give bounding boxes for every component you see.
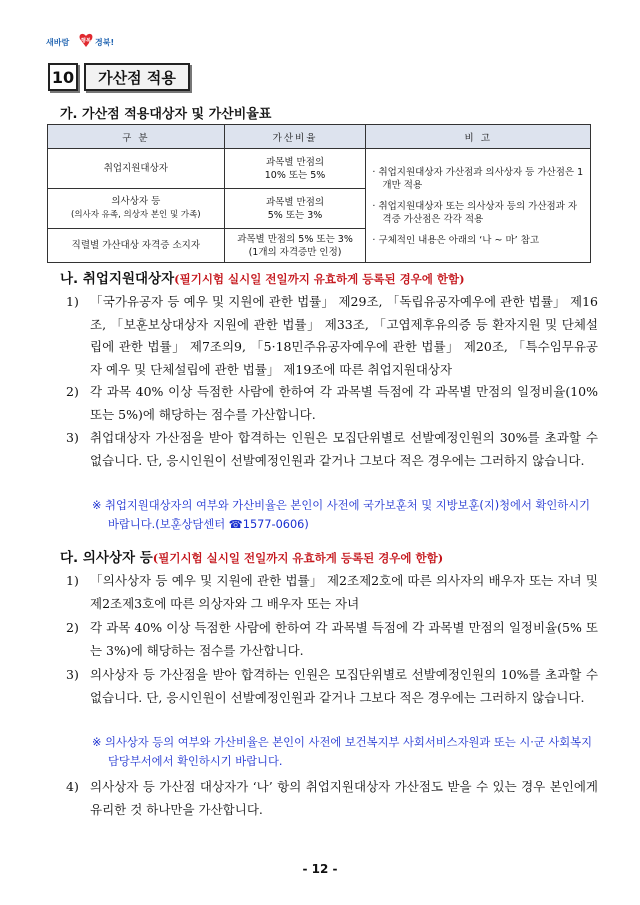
category-line: 의사상자 등	[111, 196, 161, 207]
table-header: 구 분	[48, 125, 225, 149]
note-line: · 취업지원대상자 또는 의사상자 등의 가산점과 자격증 가산점은 각각 적용	[372, 201, 578, 225]
section-header	[48, 63, 190, 91]
remark-note: ※ 의사상자 등의 여부와 가산비율은 본인이 사전에 보건복지부 사회서비스자원과 또는 시·군 사회복지담당부서에서 확인하시기 바랍니다.	[92, 736, 592, 768]
table-cell-notes	[366, 149, 591, 263]
list-item	[66, 427, 598, 472]
item-number: 1)	[66, 294, 79, 309]
section-number: 10	[48, 63, 78, 91]
rate-line: 과목별 만점의 5% 또는 3%	[237, 233, 353, 245]
item-number: 3)	[66, 667, 79, 682]
bonus-rate-table	[47, 124, 591, 263]
logo-icon	[46, 30, 136, 52]
item-text: 의사상자 등 가산점을 받아 합격하는 인원은 모집단위별로 선발예정인원의 10%를 초과할 수 없습니다. 단, 응시인원이 선발예정인원과 같거나 그보다 적은 경우에는 그러하지 않습니다.	[90, 667, 598, 705]
table-header-row	[48, 125, 591, 149]
svg-text:행복: 행복	[81, 38, 91, 44]
subsection-a-title: 가. 가산점 적용대상자 및 가산비율표	[60, 107, 272, 122]
item-text: 취업대상자 가산점을 받아 합격하는 인원은 모집단위별로 선발예정인원의 30%를 초과할 수 없습니다. 단, 응시인원이 선발예정인원과 같거나 그보다 적은 경우에는 그러하지 않습니다.	[90, 430, 598, 468]
table-header: 가산비율	[224, 125, 366, 149]
page-number: - 12 -	[302, 862, 338, 876]
table-cell-category: 직렬별 가산대상 자격증 소지자	[48, 229, 225, 263]
item-number: 3)	[66, 430, 79, 445]
section-title: 가산점 적용	[84, 63, 190, 91]
table-cell-category	[48, 189, 225, 229]
subsection-b-heading	[60, 267, 465, 287]
list-item	[66, 617, 598, 662]
item-text: 각 과목 40% 이상 득점한 사람에 한하여 각 과목별 득점에 각 과목별 만점의 일정비율(5% 또는 3%)에 해당하는 점수를 가산합니다.	[90, 620, 598, 658]
item-number: 2)	[66, 620, 79, 635]
note-line: · 취업지원대상자 가산점과 의사상자 등 가산점은 1개만 적용	[372, 167, 584, 191]
category-line: (의사자 유족, 의상자 본인 및 가족)	[71, 210, 201, 220]
remark-note: ※ 취업지원대상자의 여부와 가산비율은 본인이 사전에 국가보훈처 및 지방보훈(지)청에서 확인하시기 바랍니다.(보훈상담센터 ☎1577-0606)	[92, 499, 591, 531]
subsection-c-title: 다. 의사상자 등	[60, 550, 153, 566]
item-number: 1)	[66, 573, 79, 588]
list-item	[66, 776, 598, 821]
item-text: 「국가유공자 등 예우 및 지원에 관한 법률」 제29조, 「독립유공자예우에 관한 법률」 제16조, 「보훈보상대상자 지원에 관한 법률」 제33조, 「고엽제후유의증 등 환자지원 및 단체설립에 관한 법률」 제7조의9, 「5·18민주유공자예우에 관한 법률」 제20조, 「특수임무유공자 예우 및 단체설립에 관한 법률」 제19조에 따른 취업지원대상자	[90, 294, 598, 377]
table-cell-rate	[224, 229, 366, 263]
subsection-b-title: 나. 취업지원대상자	[60, 271, 175, 287]
item-number: 2)	[66, 384, 79, 399]
subsection-c-heading	[60, 546, 443, 566]
subsection-b-condition: (필기시험 실시일 전일까지 유효하게 등록된 경우에 한함)	[174, 272, 465, 286]
rate-line: 과목별 만점의	[265, 156, 325, 168]
rate-line: 10% 또는 5%	[264, 169, 326, 181]
list-item	[66, 291, 598, 381]
table-row	[48, 149, 591, 189]
note-line: · 구체적인 내용은 아래의 ‘나 ~ 마’ 참고	[372, 235, 540, 246]
svg-text:새바람: 새바람	[46, 38, 70, 47]
table-header: 비 고	[366, 125, 591, 149]
item-number: 4)	[66, 779, 79, 794]
rate-line: 과목별 만점의	[265, 196, 325, 208]
item-text: 「의사상자 등 예우 및 지원에 관한 법률」 제2조제2호에 따른 의사자의 배우자 또는 자녀 및 제2조제3호에 따른 의상자와 그 배우자 또는 자녀	[90, 573, 598, 611]
list-item	[66, 381, 598, 426]
list-item	[66, 570, 598, 615]
svg-text:경북!: 경북!	[95, 38, 115, 47]
rate-line: 5% 또는 3%	[267, 209, 323, 221]
subsection-c-condition: (필기시험 실시일 전일까지 유효하게 등록된 경우에 한함)	[152, 551, 444, 565]
table-cell-rate	[224, 149, 366, 189]
item-text: 각 과목 40% 이상 득점한 사람에 한하여 각 과목별 득점에 각 과목별 만점의 일정비율(10% 또는 5%)에 해당하는 점수를 가산합니다.	[90, 384, 598, 422]
item-text: 의사상자 등 가산점 대상자가 ‘나’ 항의 취업지원대상자 가산점도 받을 수 있는 경우 본인에게 유리한 것 하나만을 가산합니다.	[90, 779, 598, 817]
table-cell-category: 취업지원대상자	[48, 149, 225, 189]
list-item	[66, 664, 598, 709]
rate-line: (1개의 자격증만 인정)	[248, 246, 342, 258]
table-cell-rate	[224, 189, 366, 229]
